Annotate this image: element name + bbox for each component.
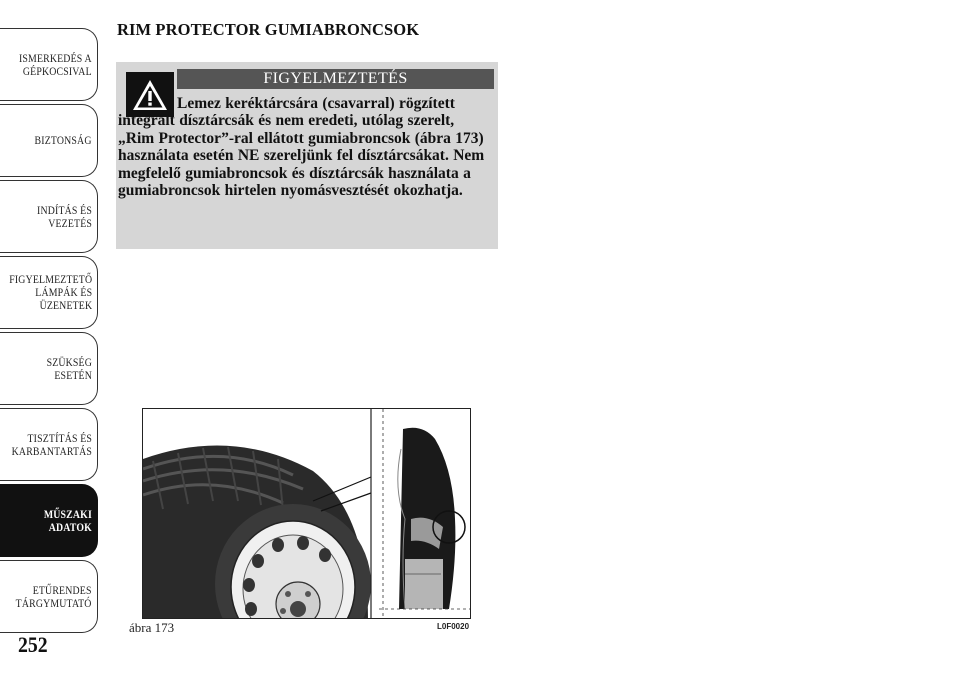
figure-caption: ábra 173 xyxy=(129,620,175,635)
tab-muszaki-adatok[interactable] xyxy=(0,484,98,557)
section-title: RIM PROTECTOR GUMIABRONCSOK xyxy=(117,20,420,39)
tab-label: MŰSZAKI ADATOK xyxy=(43,506,92,534)
tire-figure xyxy=(142,408,471,619)
warning-box xyxy=(116,62,498,249)
tab-label: ETŰRENDES TÁRGYMUTATÓ xyxy=(16,582,92,610)
tab-targymutato[interactable] xyxy=(0,560,98,633)
tab-label: SZÜKSÉG ESETÉN xyxy=(46,354,92,382)
tab-label: TISZTÍTÁS ÉS KARBANTARTÁS xyxy=(11,430,92,458)
tab-figyelmezteto[interactable] xyxy=(0,256,98,329)
tire-illustration xyxy=(143,409,471,619)
warning-header: FIGYELMEZTETÉS xyxy=(177,69,494,89)
tab-szukseg[interactable] xyxy=(0,332,98,405)
page-number: 252 xyxy=(18,632,48,657)
figure-code: L0F0020 xyxy=(437,622,470,631)
tab-label: FIGYELMEZTETŐ LÁMPÁK ÉS ÜZENETEK xyxy=(8,272,92,312)
tab-tisztitas[interactable] xyxy=(0,408,98,481)
tab-ismerkedes[interactable] xyxy=(0,28,98,101)
tab-label: ISMERKEDÉS A GÉPKOCSIVAL xyxy=(19,50,93,78)
warning-text: Lemez keréktárcsára (csavarral) rögzített integrált dísztárcsák és nem eredeti, utólag szerelt, „Rim Protector”-ral ellátott gumiabroncsok (ábra 173) használata esetén NE szereljünk fel dísztárcsákat. Nem megfelelő gumiabroncsok és dísztárcsák használata a gumiabroncsok hirtelen nyomásvesztését okozhatja. xyxy=(118,95,485,200)
tab-label: INDÍTÁS ÉS VEZETÉS xyxy=(37,202,92,230)
tab-biztonsag[interactable] xyxy=(0,104,98,177)
tab-label: BIZTONSÁG xyxy=(34,133,92,147)
tab-inditas[interactable] xyxy=(0,180,98,253)
